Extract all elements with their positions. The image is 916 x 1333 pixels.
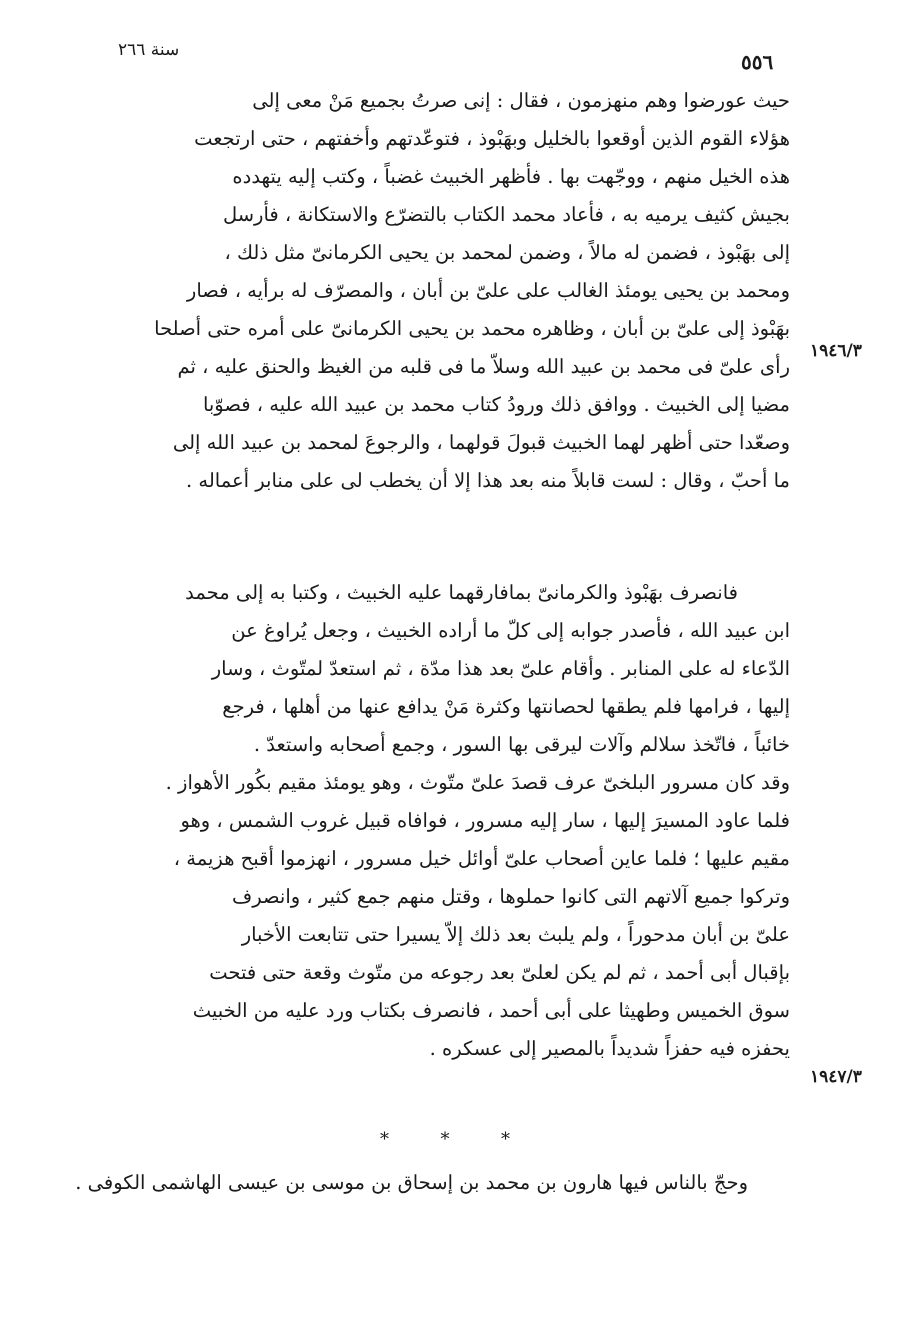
text-line: رأى علىّ فى محمد بن عبيد الله وسلاّ ما فى قلبه من الغيظ والحنق عليه ، ثم (177, 355, 790, 378)
margin-reference-2: ١٩٤٧/٣ (810, 1067, 862, 1087)
asterisk: * (440, 1129, 450, 1150)
asterisk: * (380, 1129, 389, 1150)
text-line: مقيم عليها ؛ فلما عاين أصحاب علىّ أوائل خيل مسرور ، انهزموا أقبح هزيمة ، (173, 847, 790, 870)
text-line: الدّعاء له على المنابر . وأقام علىّ بعد هذا مدّة ، ثم استعدّ لمتّوث ، وسار (211, 657, 790, 680)
section-separator (380, 1128, 510, 1152)
text-line: وصعّدا حتى أظهر لهما الخبيث قبولَ قولهما ، والرجوعَ لمحمد بن عبيد الله إلى (172, 431, 790, 454)
text-line: حيث عورضوا وهم منهزمون ، فقال : إنى صرتُ بجميع مَنْ معى إلى (252, 89, 790, 112)
text-line: سوق الخميس وطهيثا على أبى أحمد ، فانصرف بكتاب ورد عليه من الخبيث (192, 999, 790, 1022)
page-number: ٥٥٦ (741, 50, 774, 74)
closing-line: وحجّ بالناس فيها هارون بن محمد بن إسحاق بن موسى بن عيسى الهاشمى الكوفى . (75, 1171, 748, 1194)
text-line: فانصرف بهَبْوذ والكرمانىّ بمافارقهما عليه الخبيث ، وكتبا به إلى محمد (185, 581, 738, 604)
text-line: وقد كان مسرور البلخىّ عرف قصدَ علىّ متّوث ، وهو يومئذ مقيم بكُور الأهواز . (165, 771, 790, 794)
text-line: وتركوا جميع آلاتهم التى كانوا حملوها ، وقتل منهم جمع كثير ، وانصرف (232, 885, 790, 908)
text-line: مضيا إلى الخبيث . ووافق ذلك ورودُ كتاب محمد بن عبيد الله عليه ، فصوّبا (202, 393, 790, 416)
text-line: إليها ، فرامها فلم يطقها لحصانتها وكثرة مَنْ يدافع عنها من أهلها ، فرجع (222, 695, 790, 718)
running-header-year: سنة ٢٦٦ (118, 40, 180, 60)
text-line: يحفزه فيه حفزاً شديداً بالمصير إلى عسكره . (429, 1037, 790, 1060)
asterisk: * (501, 1129, 510, 1150)
text-line: ومحمد بن يحيى يومئذ الغالب على علىّ بن أبان ، والمصرّف له برأيه ، فصار (186, 279, 790, 302)
text-line: هؤلاء القوم الذين أوقعوا بالخليل وبهَبْوذ ، فتوعّدتهم وأخفتهم ، حتى ارتجعت (194, 127, 790, 150)
text-line: ابن عبيد الله ، فأصدر جوابه إلى كلّ ما أراده الخبيث ، وجعل يُراوغ عن (231, 619, 790, 642)
text-line: فلما عاود المسيرَ إليها ، سار إليه مسرور ، فوافاه قبيل غروب الشمس ، وهو (180, 809, 790, 832)
margin-reference-1: ١٩٤٦/٣ (810, 341, 862, 361)
text-line: بهَبْوذ إلى علىّ بن أبان ، وظاهره محمد بن يحيى الكرمانىّ على أمره حتى أصلحا (154, 317, 790, 340)
text-line: إلى بهَبْوذ ، فضمن له مالاً ، وضمن لمحمد بن يحيى الكرمانىّ مثل ذلك ، (224, 241, 790, 264)
text-line: ما أحبّ ، وقال : لست قابلاً منه بعد هذا إلا أن يخطب لى على منابر أعماله . (186, 469, 790, 492)
text-line: بجيش كثيف يرميه به ، فأعاد محمد الكتاب بالتضرّع والاستكانة ، فأرسل (222, 203, 790, 226)
text-line: خائباً ، فاتّخذ سلالم وآلات ليرقى بها السور ، وجمع أصحابه واستعدّ . (253, 733, 790, 756)
paragraph-1 (100, 82, 790, 500)
text-line: علىّ بن أبان مدحوراً ، ولم يلبث بعد ذلك إلاّ يسيرا حتى تتابعت الأخبار (241, 923, 790, 946)
text-line: بإقبال أبى أحمد ، ثم لم يكن لعلىّ بعد رجوعه من متّوث وقعة حتى فتحت (209, 961, 790, 984)
text-line: هذه الخيل منهم ، ووجّهت بها . فأظهر الخبيث غضباً ، وكتب إليه يتهدده (232, 165, 790, 188)
paragraph-2 (100, 574, 790, 1068)
